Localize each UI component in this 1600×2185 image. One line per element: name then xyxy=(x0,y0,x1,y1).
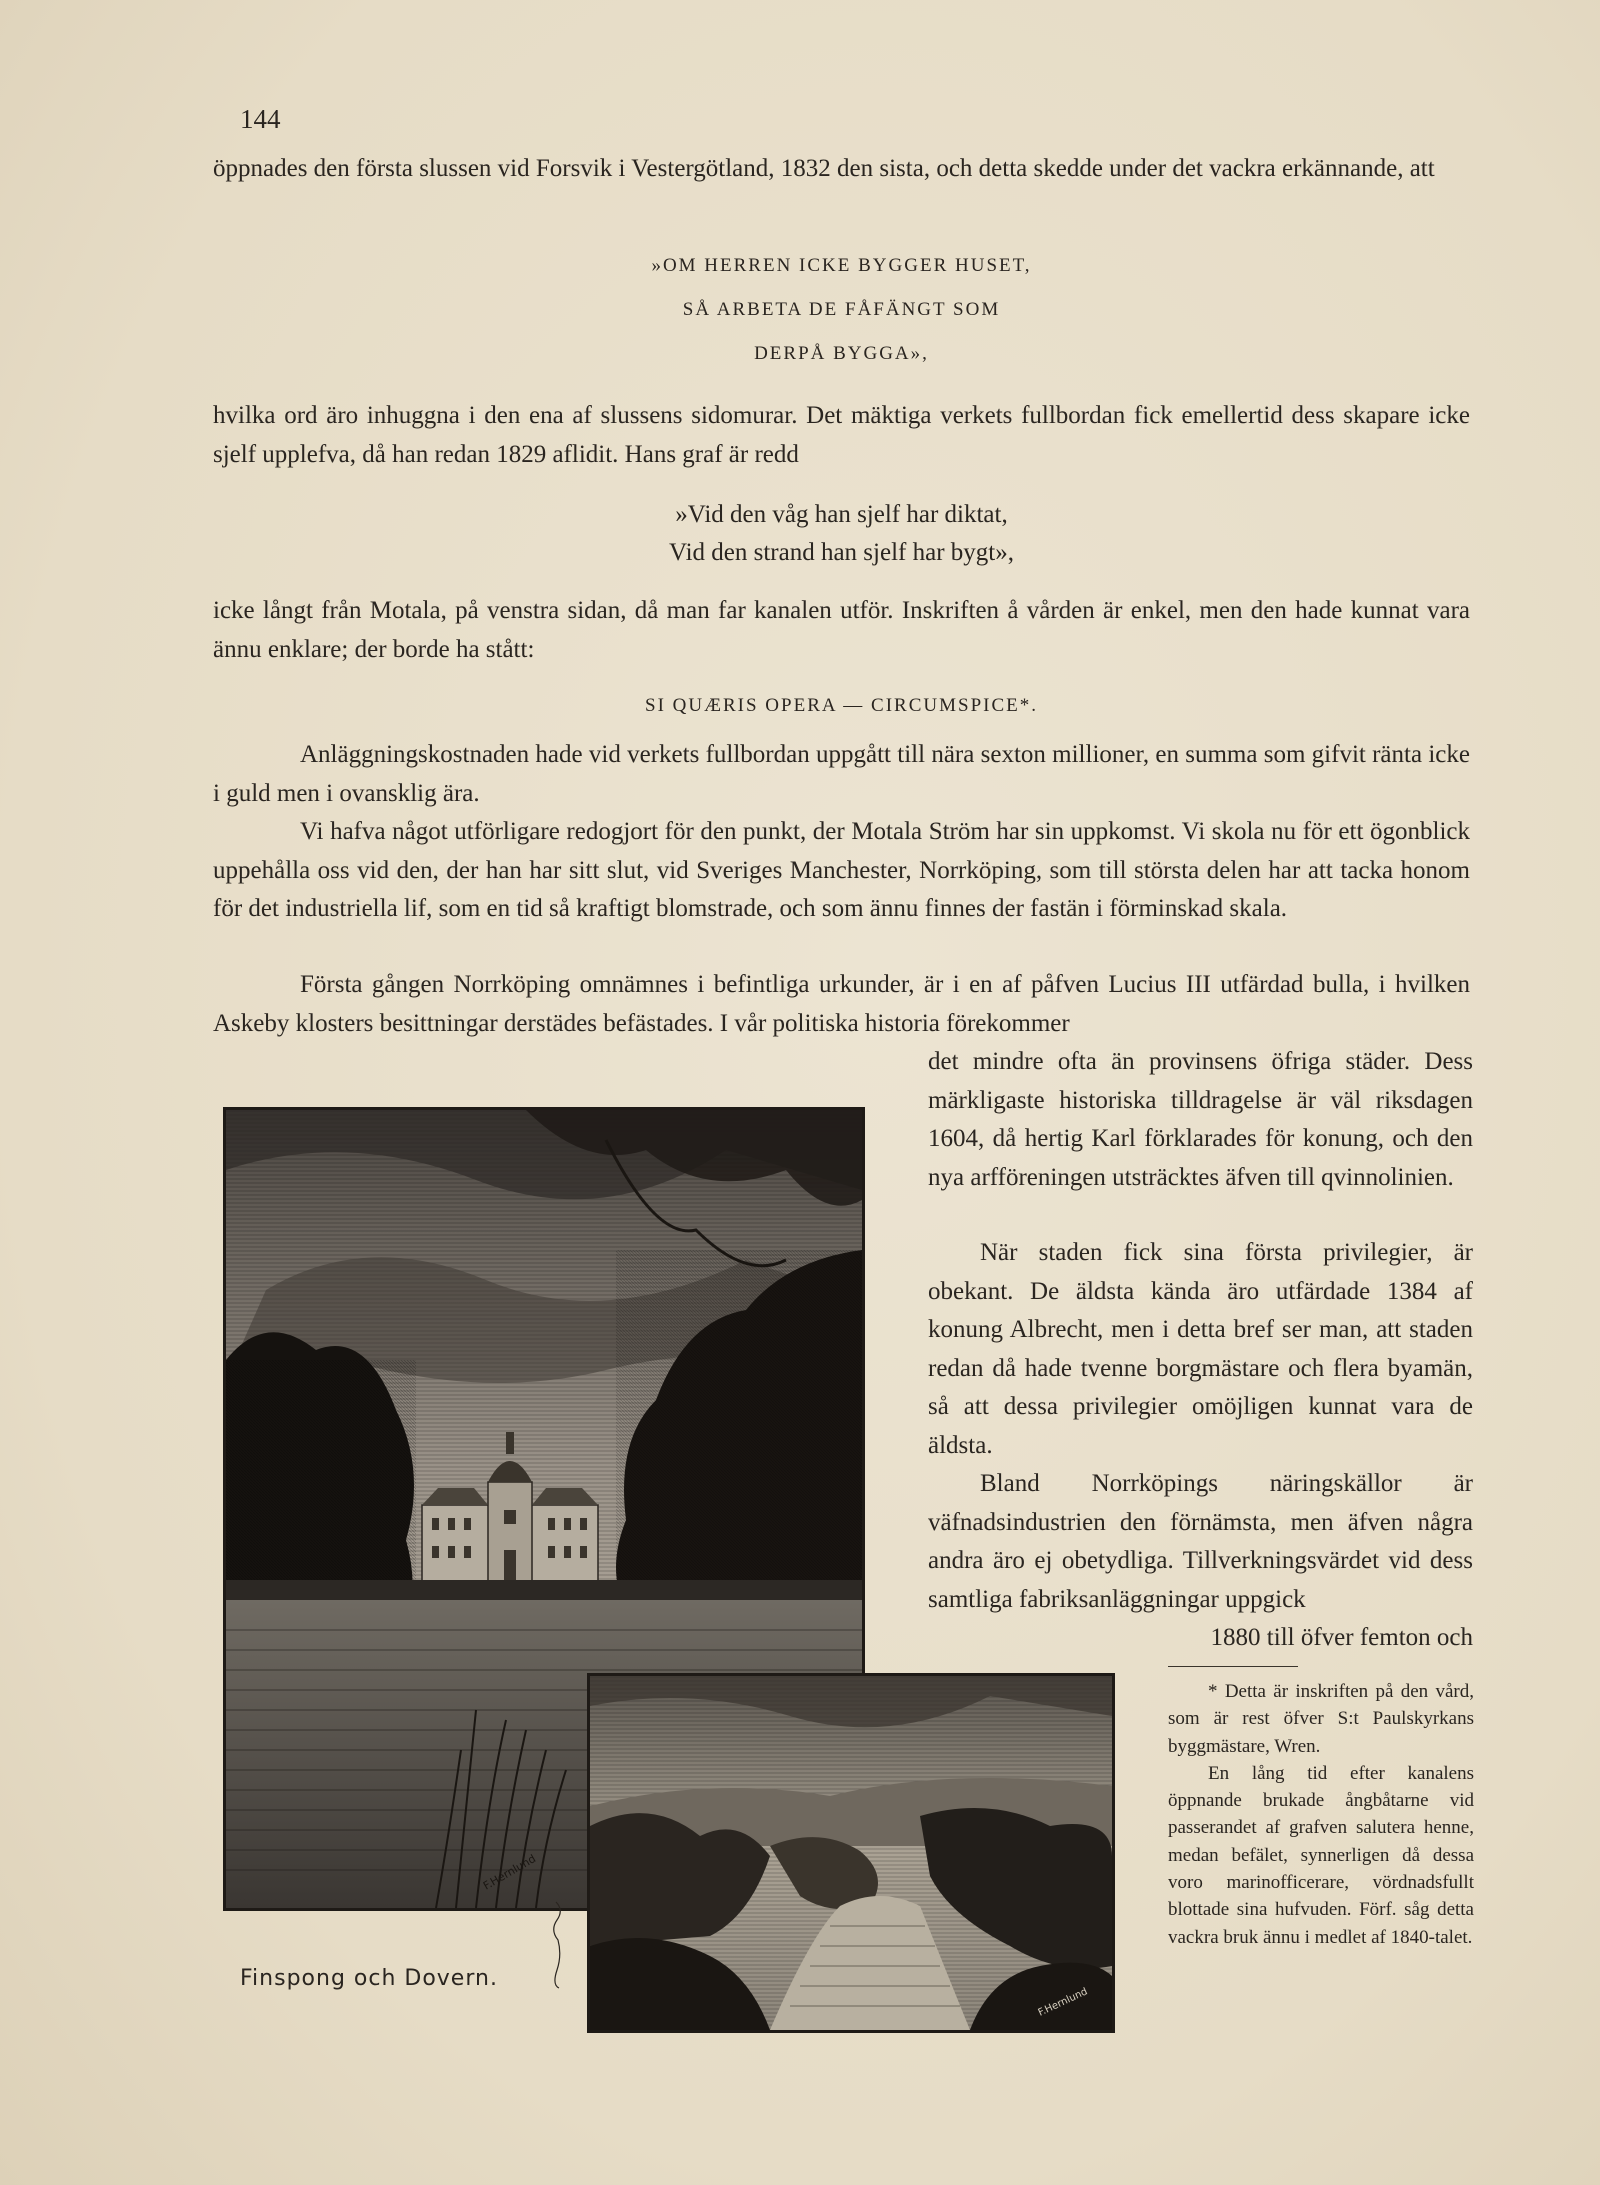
svg-text:F.Hernlund: F.Hernlund xyxy=(481,1852,539,1893)
paragraph-forsta: Första gången Norrköping omnämnes i befintliga urkunder, är i en af påfven Lucius III utfärdad bulla, i hvilken Askeby klosters besittningar derstädes befästades. I vår politiska historia förekommer xyxy=(213,971,1470,1037)
column-last-line: 1880 till öfver femton och xyxy=(1210,1624,1473,1651)
column-forsta-cont: det mindre ofta än provinsens öfriga städer. Dess märkligaste historiska tilldragelse är väl riksdagen 1604, då hertig Karl förklarades för konung, och den nya arfföreningen utsträcktes äfven till qvinnolinien. xyxy=(928,1048,1473,1191)
paragraph-hvilka: hvilka ord äro inhuggna i den ena af slussens sidomurar. Det mäktiga verkets fullbordan fick emellertid dess skapare icke sjelf upplefva, då han redan 1829 aflidit. Hans graf är redd xyxy=(213,402,1470,468)
svg-text:F.Hernlund: F.Hernlund xyxy=(1036,1986,1090,2019)
paragraph-intro: öppnades den första slussen vid Forsvik i Vestergötland, 1832 den sista, och detta skedde under det vackra erkännande, att xyxy=(213,155,1435,182)
column-nar-staden: När staden fick sina första privilegier, är obekant. De äldsta kända äro utfärdade 1384 af konung Albrecht, men i detta bref ser man, att staden redan då hade tvenne borgmästare och flera byamän, så att dessa privilegier omöjligen kunnat vara de äldsta. xyxy=(928,1239,1473,1459)
verse-block xyxy=(213,496,1470,572)
inscription-line-2: SÅ ARBETA DE FÅFÄNGT SOM xyxy=(682,299,1001,320)
inscription-block xyxy=(213,244,1470,376)
inscription-latin: SI QUÆRIS OPERA — CIRCUMSPICE*. xyxy=(645,695,1038,716)
engraving-dovern-art xyxy=(590,1676,1112,2030)
paragraph-icke: icke långt från Motala, på venstra sidan, då man far kanalen utför. Inskriften å vården är enkel, men den hade kunnat vara ännu enklare; der borde ha stått: xyxy=(213,597,1470,663)
figure-caption: Finspong och Dovern. xyxy=(240,1966,498,1991)
engraver-signature xyxy=(549,1900,566,1990)
paragraph-vi-hafva: Vi hafva något utförligare redogjort för den punkt, der Motala Ström har sin uppkomst. Vi skola nu för ett ögonblick uppehålla oss vid den, der han har sitt slut, vid Sveriges Manchester, Norrköping, som till största delen har att tacka honom för det industriella lif, som en tid så kraftigt blomstrade, och som ännu finnes der fastän i förminskad skala. xyxy=(213,818,1470,922)
column-bland: Bland Norrköpings näringskällor är väfnadsindustrien den förnämsta, men äfven några andra äro ej obetydliga. Tillverkningsvärdet vid dess samtliga fabriksanläggningar uppgick xyxy=(928,1470,1473,1613)
verse-line-1: »Vid den våg han sjelf har diktat, xyxy=(675,501,1008,528)
footnote-rule xyxy=(1168,1666,1298,1667)
footnote-2: En lång tid efter kanalens öppnande brukade ångbåtarne vid passerandet af grafven salutera henne, medan befälet, synnerligen då dessa voro marinofficerare, vördnadsfullt blottade sina hufvuden. Förf. såg detta vackra bruk ännu i medlet af 1840-talet. xyxy=(1168,1762,1474,1948)
inscription-line-3: DERPÅ BYGGA», xyxy=(754,343,929,364)
footnotes xyxy=(1168,1678,1474,1951)
inscription-line-1: »OM HERREN ICKE BYGGER HUSET, xyxy=(651,255,1032,276)
engraving-dovern xyxy=(587,1673,1115,2033)
page-number: 144 xyxy=(240,104,281,134)
paragraph-anlaggning: Anläggningskostnaden hade vid verkets fullbordan uppgått till nära sexton millioner, en summa som gifvit ränta icke i guld men i ovansklig ära. xyxy=(213,741,1470,807)
verse-line-2: Vid den strand han sjelf har bygt», xyxy=(669,539,1014,566)
engraver-signature-art xyxy=(552,1900,566,1990)
footnote-1: * Detta är inskriften på den vård, som är rest öfver S:t Paulskyrkans byggmästare, Wren. xyxy=(1168,1681,1474,1757)
